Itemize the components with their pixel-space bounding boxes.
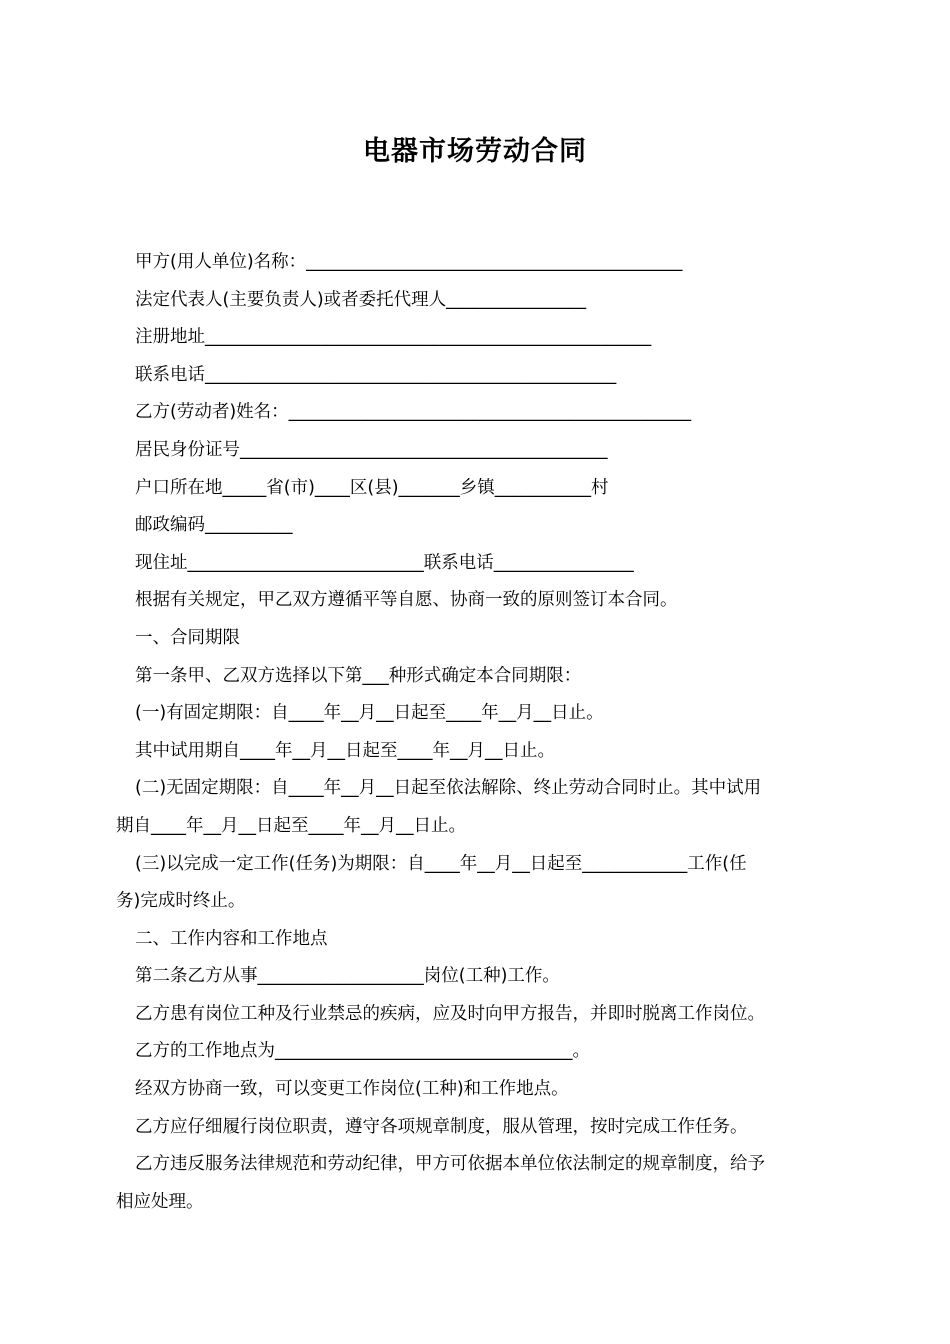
registered-address-line: 注册地址___________________________________________________ bbox=[135, 327, 652, 348]
probation-line: 其中试用期自____年__月__日起至____年__月__日止。 bbox=[135, 740, 555, 761]
open-term-continuation-line: 期自____年__月__日起至____年__月__日止。 bbox=[116, 815, 466, 836]
duties-line: 乙方应仔细履行岗位职责，遵守各项规章制度，服从管理，按时完成工作任务。 bbox=[135, 1116, 748, 1137]
position-change-line: 经双方协商一致，可以变更工作岗位(工种)和工作地点。 bbox=[135, 1079, 569, 1100]
current-address-line: 现住址___________________________联系电话________________ bbox=[135, 552, 634, 573]
discipline-continuation-line: 相应处理。 bbox=[116, 1191, 204, 1212]
section-heading-term: 一、合同期限 bbox=[135, 627, 240, 648]
discipline-line: 乙方违反服务法律规范和劳动纪律，甲方可依据本单位依法制定的规章制度，给予 bbox=[135, 1154, 765, 1175]
legal-representative-line: 法定代表人(主要负责人)或者委托代理人________________ bbox=[135, 289, 587, 310]
preamble-paragraph: 根据有关规定，甲乙双方遵循平等自愿、协商一致的原则签订本合同。 bbox=[135, 590, 678, 611]
health-report-line: 乙方患有岗位工种及行业禁忌的疾病，应及时向甲方报告，并即时脱离工作岗位。 bbox=[135, 1003, 765, 1024]
party-b-name-line: 乙方(劳动者)姓名：______________________________________________ bbox=[135, 402, 692, 423]
party-a-name-line: 甲方(用人单位)名称：___________________________________________ bbox=[135, 252, 683, 272]
household-registration-line: 户口所在地_____省(市)____区(县)_______乡镇___________村 bbox=[135, 477, 609, 498]
open-term-line: (二)无固定期限：自____年__月__日起至依法解除、终止劳动合同时止。其中试用 bbox=[135, 778, 762, 799]
document-title: 电器市场劳动合同 bbox=[363, 136, 587, 167]
work-location-line: 乙方的工作地点为__________________________________。 bbox=[135, 1041, 590, 1062]
id-number-line: 居民身份证号__________________________________________ bbox=[135, 439, 608, 460]
article-1-line: 第一条甲、乙双方选择以下第___种形式确定本合同期限： bbox=[135, 665, 582, 686]
party-a-phone-line: 联系电话_______________________________________________ bbox=[135, 364, 617, 385]
article-2-line: 第二条乙方从事___________________岗位(工种)工作。 bbox=[135, 966, 560, 987]
task-term-continuation-line: 务)完成时终止。 bbox=[116, 891, 246, 912]
postal-code-line: 邮政编码__________ bbox=[135, 515, 293, 536]
section-heading-work: 二、工作内容和工作地点 bbox=[135, 928, 328, 949]
task-term-line: (三)以完成一定工作(任务)为期限：自____年__月__日起至____________工作(任 bbox=[135, 853, 747, 874]
document-body bbox=[116, 244, 838, 1221]
fixed-term-line: (一)有固定期限：自____年__月__日起至____年__月__日止。 bbox=[135, 703, 604, 724]
